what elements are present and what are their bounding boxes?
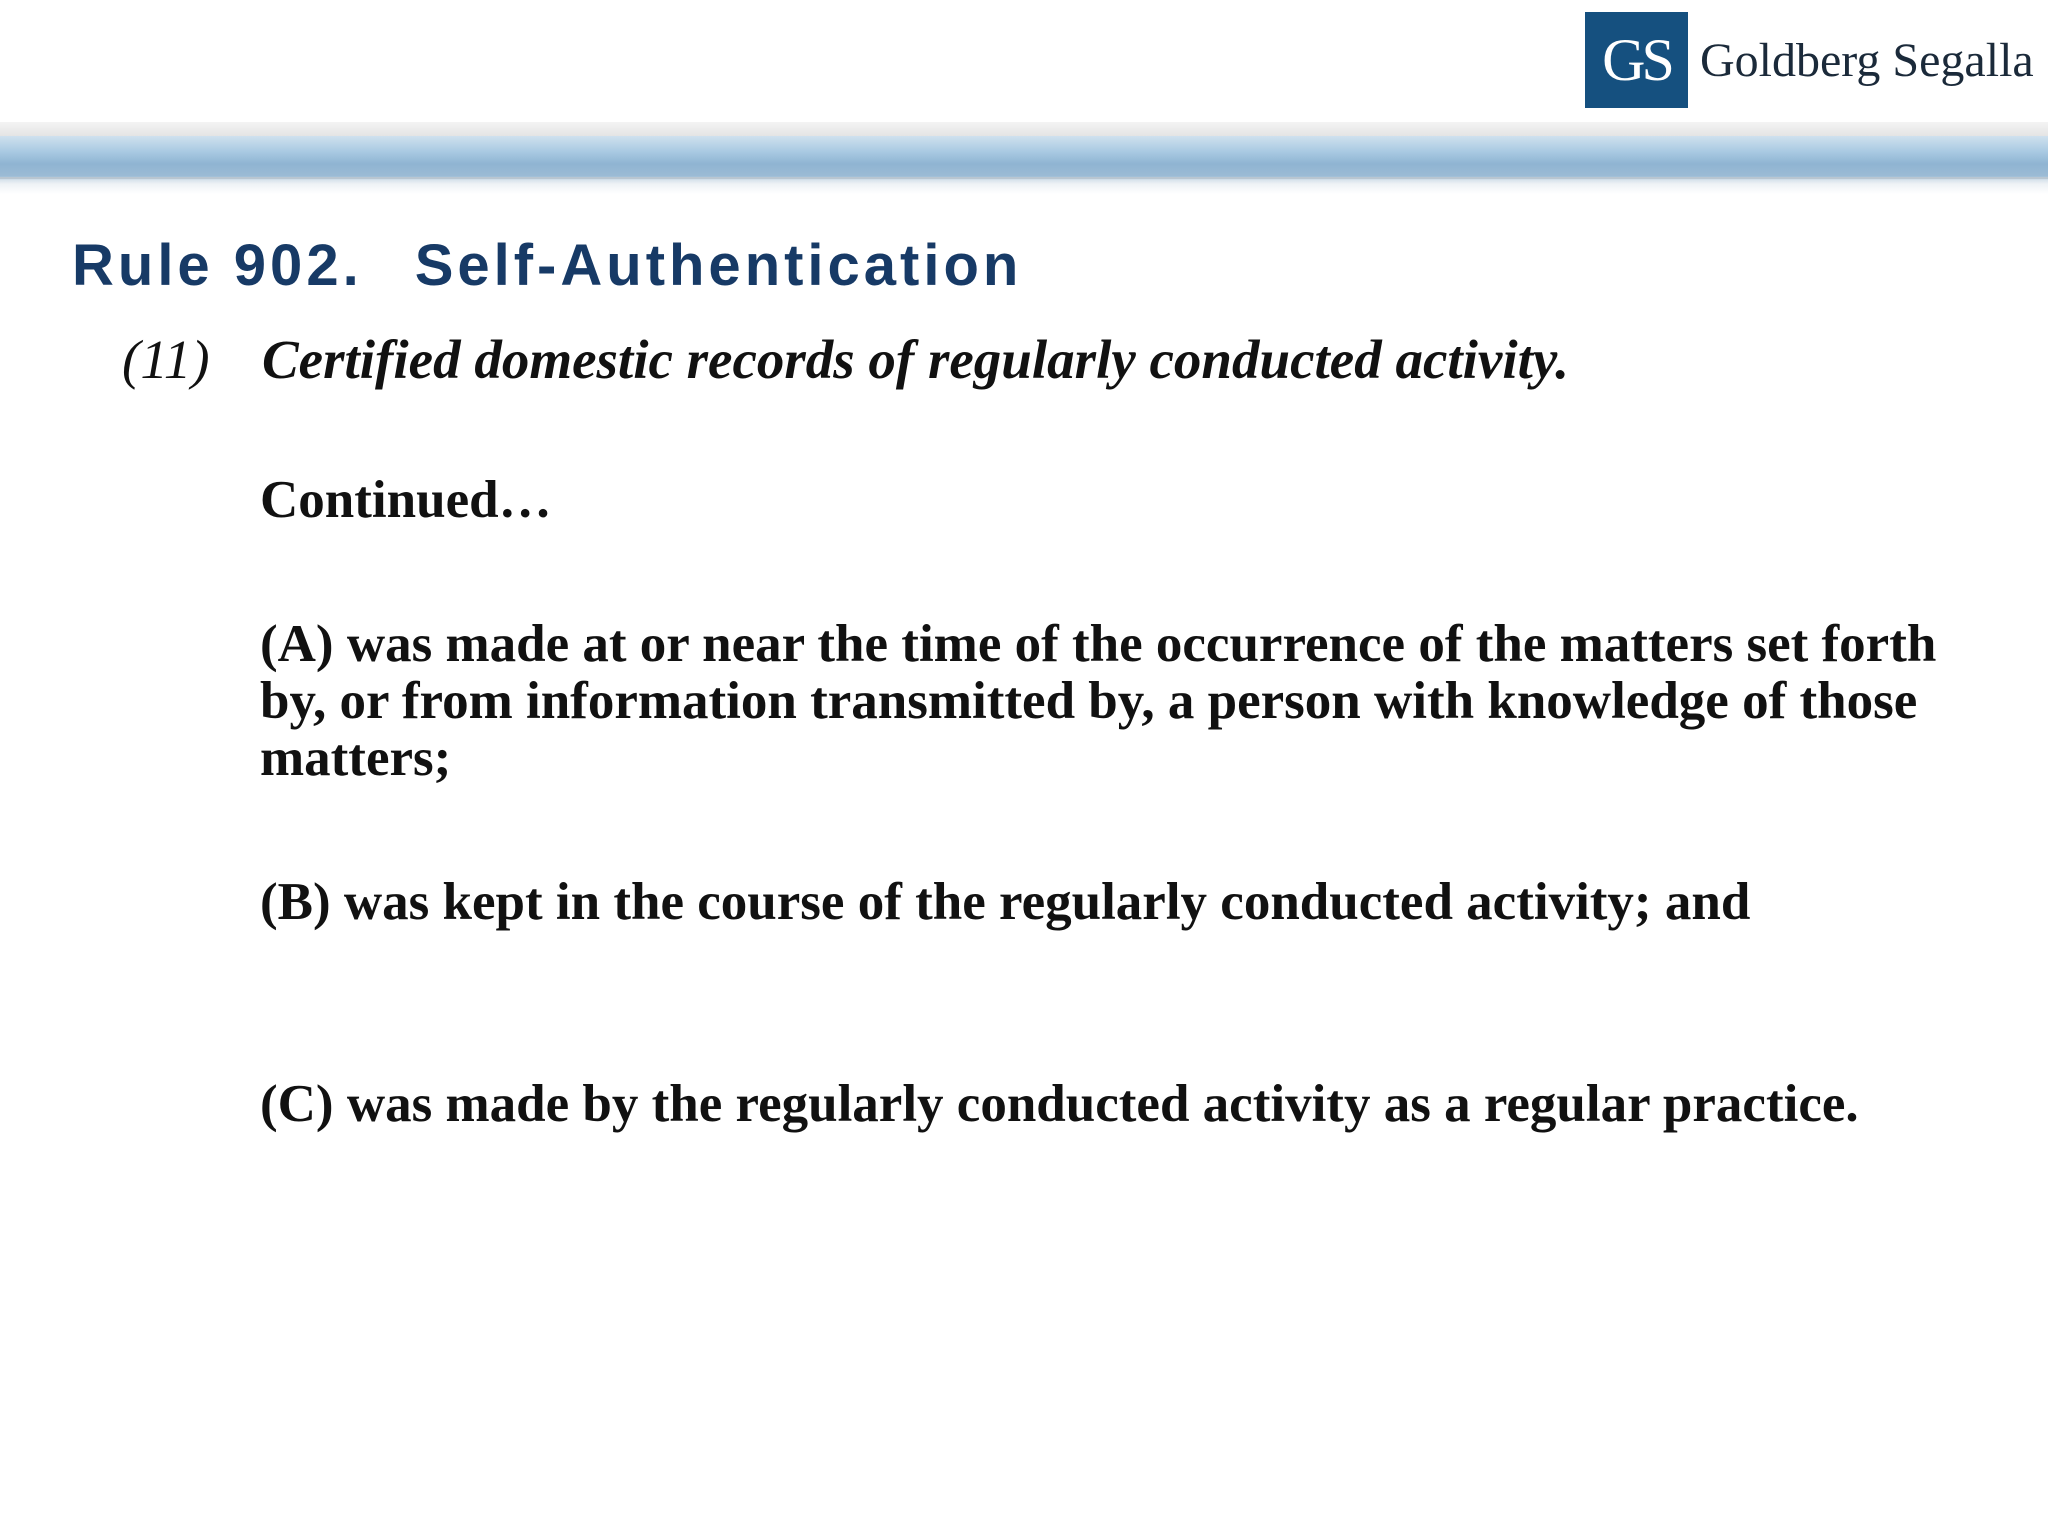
slide-subtitle: [122, 328, 1569, 391]
header-bar: [0, 122, 2048, 194]
continued-text: Continued…: [260, 471, 552, 529]
logo-name: Goldberg Segalla: [1700, 33, 2034, 87]
rule-number: Rule 902.: [72, 233, 363, 298]
logo-mark: [1585, 12, 1688, 108]
slide-title: [72, 232, 1022, 299]
subtitle-number: (11): [122, 329, 210, 390]
item-a: (A) was made at or near the time of the occurrence of the matters set forth by, or from information transmitted by, a person with knowledge of those matters;: [260, 615, 1937, 787]
subtitle-text: Certified domestic records of regularly conducted activity.: [262, 329, 1570, 390]
item-c: (C) was made by the regularly conducted activity as a regular practice.: [260, 1075, 1859, 1133]
logo-monogram: GS: [1602, 27, 1671, 93]
rule-name: Self-Authentication: [414, 233, 1023, 298]
item-b: (B) was kept in the course of the regularly conducted activity; and: [260, 873, 1751, 931]
company-logo: [1585, 12, 2034, 108]
